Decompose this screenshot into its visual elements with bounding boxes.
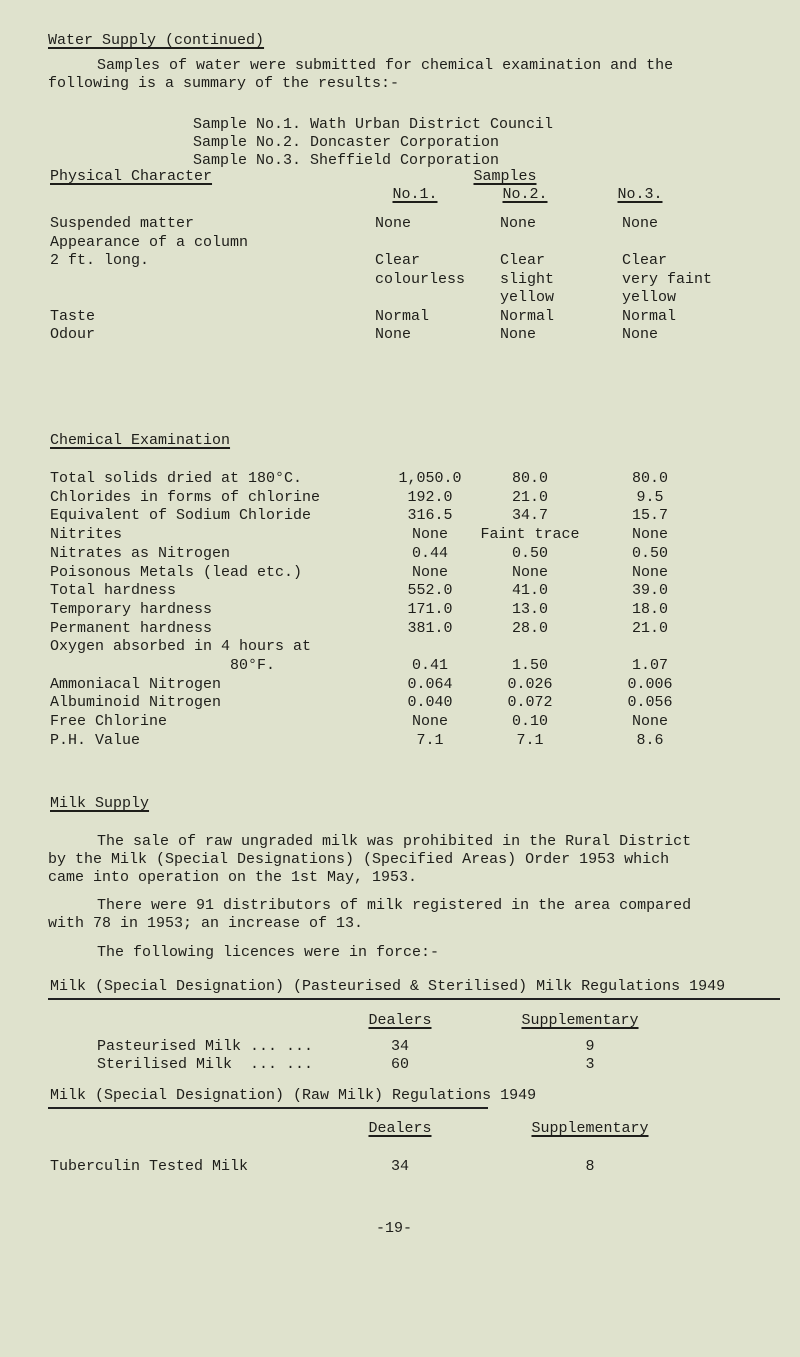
row-label: P.H. Value <box>50 731 141 749</box>
cell-value: None <box>375 215 412 232</box>
paragraph-line: The following licences were in force:- <box>97 944 440 961</box>
cell-value: 0.006 <box>627 675 673 693</box>
cell-value: 9 <box>585 1038 595 1055</box>
cell-value: colourless <box>375 270 466 288</box>
row-label: Tuberculin Tested Milk <box>50 1158 249 1175</box>
cell-value: 60 <box>390 1056 409 1073</box>
cell-value: 381.0 <box>407 619 453 637</box>
cell-value: 34.7 <box>511 507 548 525</box>
intro-line: following is a summary of the results:- <box>48 75 400 92</box>
cell-value: 0.44 <box>411 544 448 562</box>
column-header: No.1. <box>392 186 438 203</box>
row-label: Oxygen absorbed in 4 hours at <box>50 638 312 656</box>
cell-value: None <box>411 563 448 581</box>
cell-value: 34 <box>390 1158 409 1175</box>
cell-value: 1.07 <box>631 657 668 674</box>
cell-value: None <box>411 713 448 731</box>
cell-value: 1.50 <box>511 657 548 674</box>
row-label: Poisonous Metals (lead etc.) <box>50 563 303 581</box>
paragraph-line: The sale of raw ungraded milk was prohibited in the Rural District <box>97 833 692 850</box>
cell-value: 0.040 <box>407 694 453 712</box>
column-header: Dealers <box>368 1120 432 1137</box>
cell-value: 0.064 <box>407 675 453 693</box>
underline <box>48 1107 488 1109</box>
cell-value: 39.0 <box>631 582 668 600</box>
row-label: Nitrates as Nitrogen <box>50 544 231 562</box>
cell-value: None <box>622 326 659 343</box>
page-number: -19- <box>376 1220 413 1237</box>
row-label: Total solids dried at 180°C. <box>50 470 303 487</box>
cell-value: 80.0 <box>631 470 668 487</box>
cell-value: None <box>631 563 668 581</box>
cell-value: 8 <box>585 1158 595 1175</box>
cell-value: 9.5 <box>636 488 664 506</box>
row-label: Odour <box>50 326 96 343</box>
cell-value: None <box>622 215 659 232</box>
cell-value: Clear <box>500 252 546 269</box>
cell-value: 0.50 <box>631 544 668 562</box>
row-label: 80°F. <box>50 657 276 674</box>
section-heading: Physical Character <box>50 168 213 185</box>
row-label: Pasteurised Milk ... ... <box>97 1038 314 1055</box>
row-label: Free Chlorine <box>50 713 168 731</box>
sample-item: Sample No.3. Sheffield Corporation <box>193 152 500 169</box>
cell-value: 316.5 <box>407 507 453 525</box>
cell-value: 21.0 <box>631 619 668 637</box>
cell-value: 1,050.0 <box>398 470 462 487</box>
cell-value: 41.0 <box>511 582 548 600</box>
cell-value: Clear <box>622 252 668 269</box>
cell-value: 0.056 <box>627 694 673 712</box>
regulation-title: Milk (Special Designation) (Pasteurised & Sterilised) Milk Regulations 1949 <box>50 978 726 995</box>
cell-value: 21.0 <box>511 488 548 506</box>
cell-value: 7.1 <box>516 731 544 749</box>
column-header: Supplementary <box>521 1012 639 1029</box>
cell-value: None <box>375 326 412 343</box>
cell-value: Normal <box>500 307 555 325</box>
cell-value: 552.0 <box>407 582 453 600</box>
cell-value: Faint trace <box>480 526 580 544</box>
regulation-title: Milk (Special Designation) (Raw Milk) Regulations 1949 <box>50 1087 537 1104</box>
cell-value: 80.0 <box>511 470 548 487</box>
cell-value: Normal <box>622 307 677 325</box>
sample-item: Sample No.1. Wath Urban District Council <box>193 116 554 133</box>
cell-value: 7.1 <box>416 731 444 749</box>
row-label: Temporary hardness <box>50 600 213 618</box>
section-heading: Milk Supply <box>50 795 150 812</box>
cell-value: yellow <box>622 289 677 306</box>
paragraph-line: There were 91 distributors of milk registered in the area compared <box>97 897 692 914</box>
row-label: Nitrites <box>50 526 123 544</box>
row-label: Appearance of a column <box>50 233 249 251</box>
row-label: Chlorides in forms of chlorine <box>50 488 321 506</box>
cell-value: 34 <box>390 1038 409 1055</box>
column-header: No.3. <box>617 186 663 203</box>
cell-value: 3 <box>585 1056 595 1073</box>
column-header: No.2. <box>502 186 548 203</box>
cell-value: None <box>631 526 668 544</box>
cell-value: None <box>500 326 537 343</box>
intro-line: Samples of water were submitted for chemical examination and the <box>97 57 674 74</box>
page-title: Water Supply (continued) <box>48 32 265 49</box>
cell-value: 0.072 <box>507 694 553 712</box>
cell-value: None <box>411 526 448 544</box>
column-header: Supplementary <box>531 1120 649 1137</box>
cell-value: 28.0 <box>511 619 548 637</box>
row-label: Equivalent of Sodium Chloride <box>50 507 312 525</box>
row-label: Taste <box>50 307 96 325</box>
cell-value: None <box>511 563 548 581</box>
cell-value: Clear <box>375 252 421 269</box>
cell-value: 171.0 <box>407 600 453 618</box>
row-label: Suspended matter <box>50 215 195 232</box>
section-heading: Chemical Examination <box>50 432 231 449</box>
cell-value: None <box>631 713 668 731</box>
row-label: Total hardness <box>50 582 177 600</box>
cell-value: 8.6 <box>636 731 664 749</box>
cell-value: yellow <box>500 289 555 306</box>
cell-value: 192.0 <box>407 488 453 506</box>
cell-value: 0.10 <box>511 713 548 731</box>
cell-value: Normal <box>375 307 430 325</box>
samples-label: Samples <box>473 168 537 185</box>
cell-value: 0.026 <box>507 675 553 693</box>
row-label: Sterilised Milk ... ... <box>97 1056 314 1073</box>
cell-value: 0.41 <box>411 657 448 674</box>
cell-value: very faint <box>622 270 713 288</box>
paragraph-line: with 78 in 1953; an increase of 13. <box>48 915 364 932</box>
cell-value: 15.7 <box>631 507 668 525</box>
underline <box>48 998 780 1000</box>
row-label: Permanent hardness <box>50 619 213 637</box>
row-label: Ammoniacal Nitrogen <box>50 675 222 693</box>
cell-value: 18.0 <box>631 600 668 618</box>
cell-value: None <box>500 215 537 232</box>
cell-value: 0.50 <box>511 544 548 562</box>
row-label: 2 ft. long. <box>50 252 150 269</box>
column-header: Dealers <box>368 1012 432 1029</box>
sample-item: Sample No.2. Doncaster Corporation <box>193 134 500 151</box>
cell-value: slight <box>500 270 555 288</box>
paragraph-line: by the Milk (Special Designations) (Specified Areas) Order 1953 which <box>48 851 670 868</box>
paragraph-line: came into operation on the 1st May, 1953. <box>48 869 418 886</box>
row-label: Albuminoid Nitrogen <box>50 694 222 712</box>
cell-value: 13.0 <box>511 600 548 618</box>
